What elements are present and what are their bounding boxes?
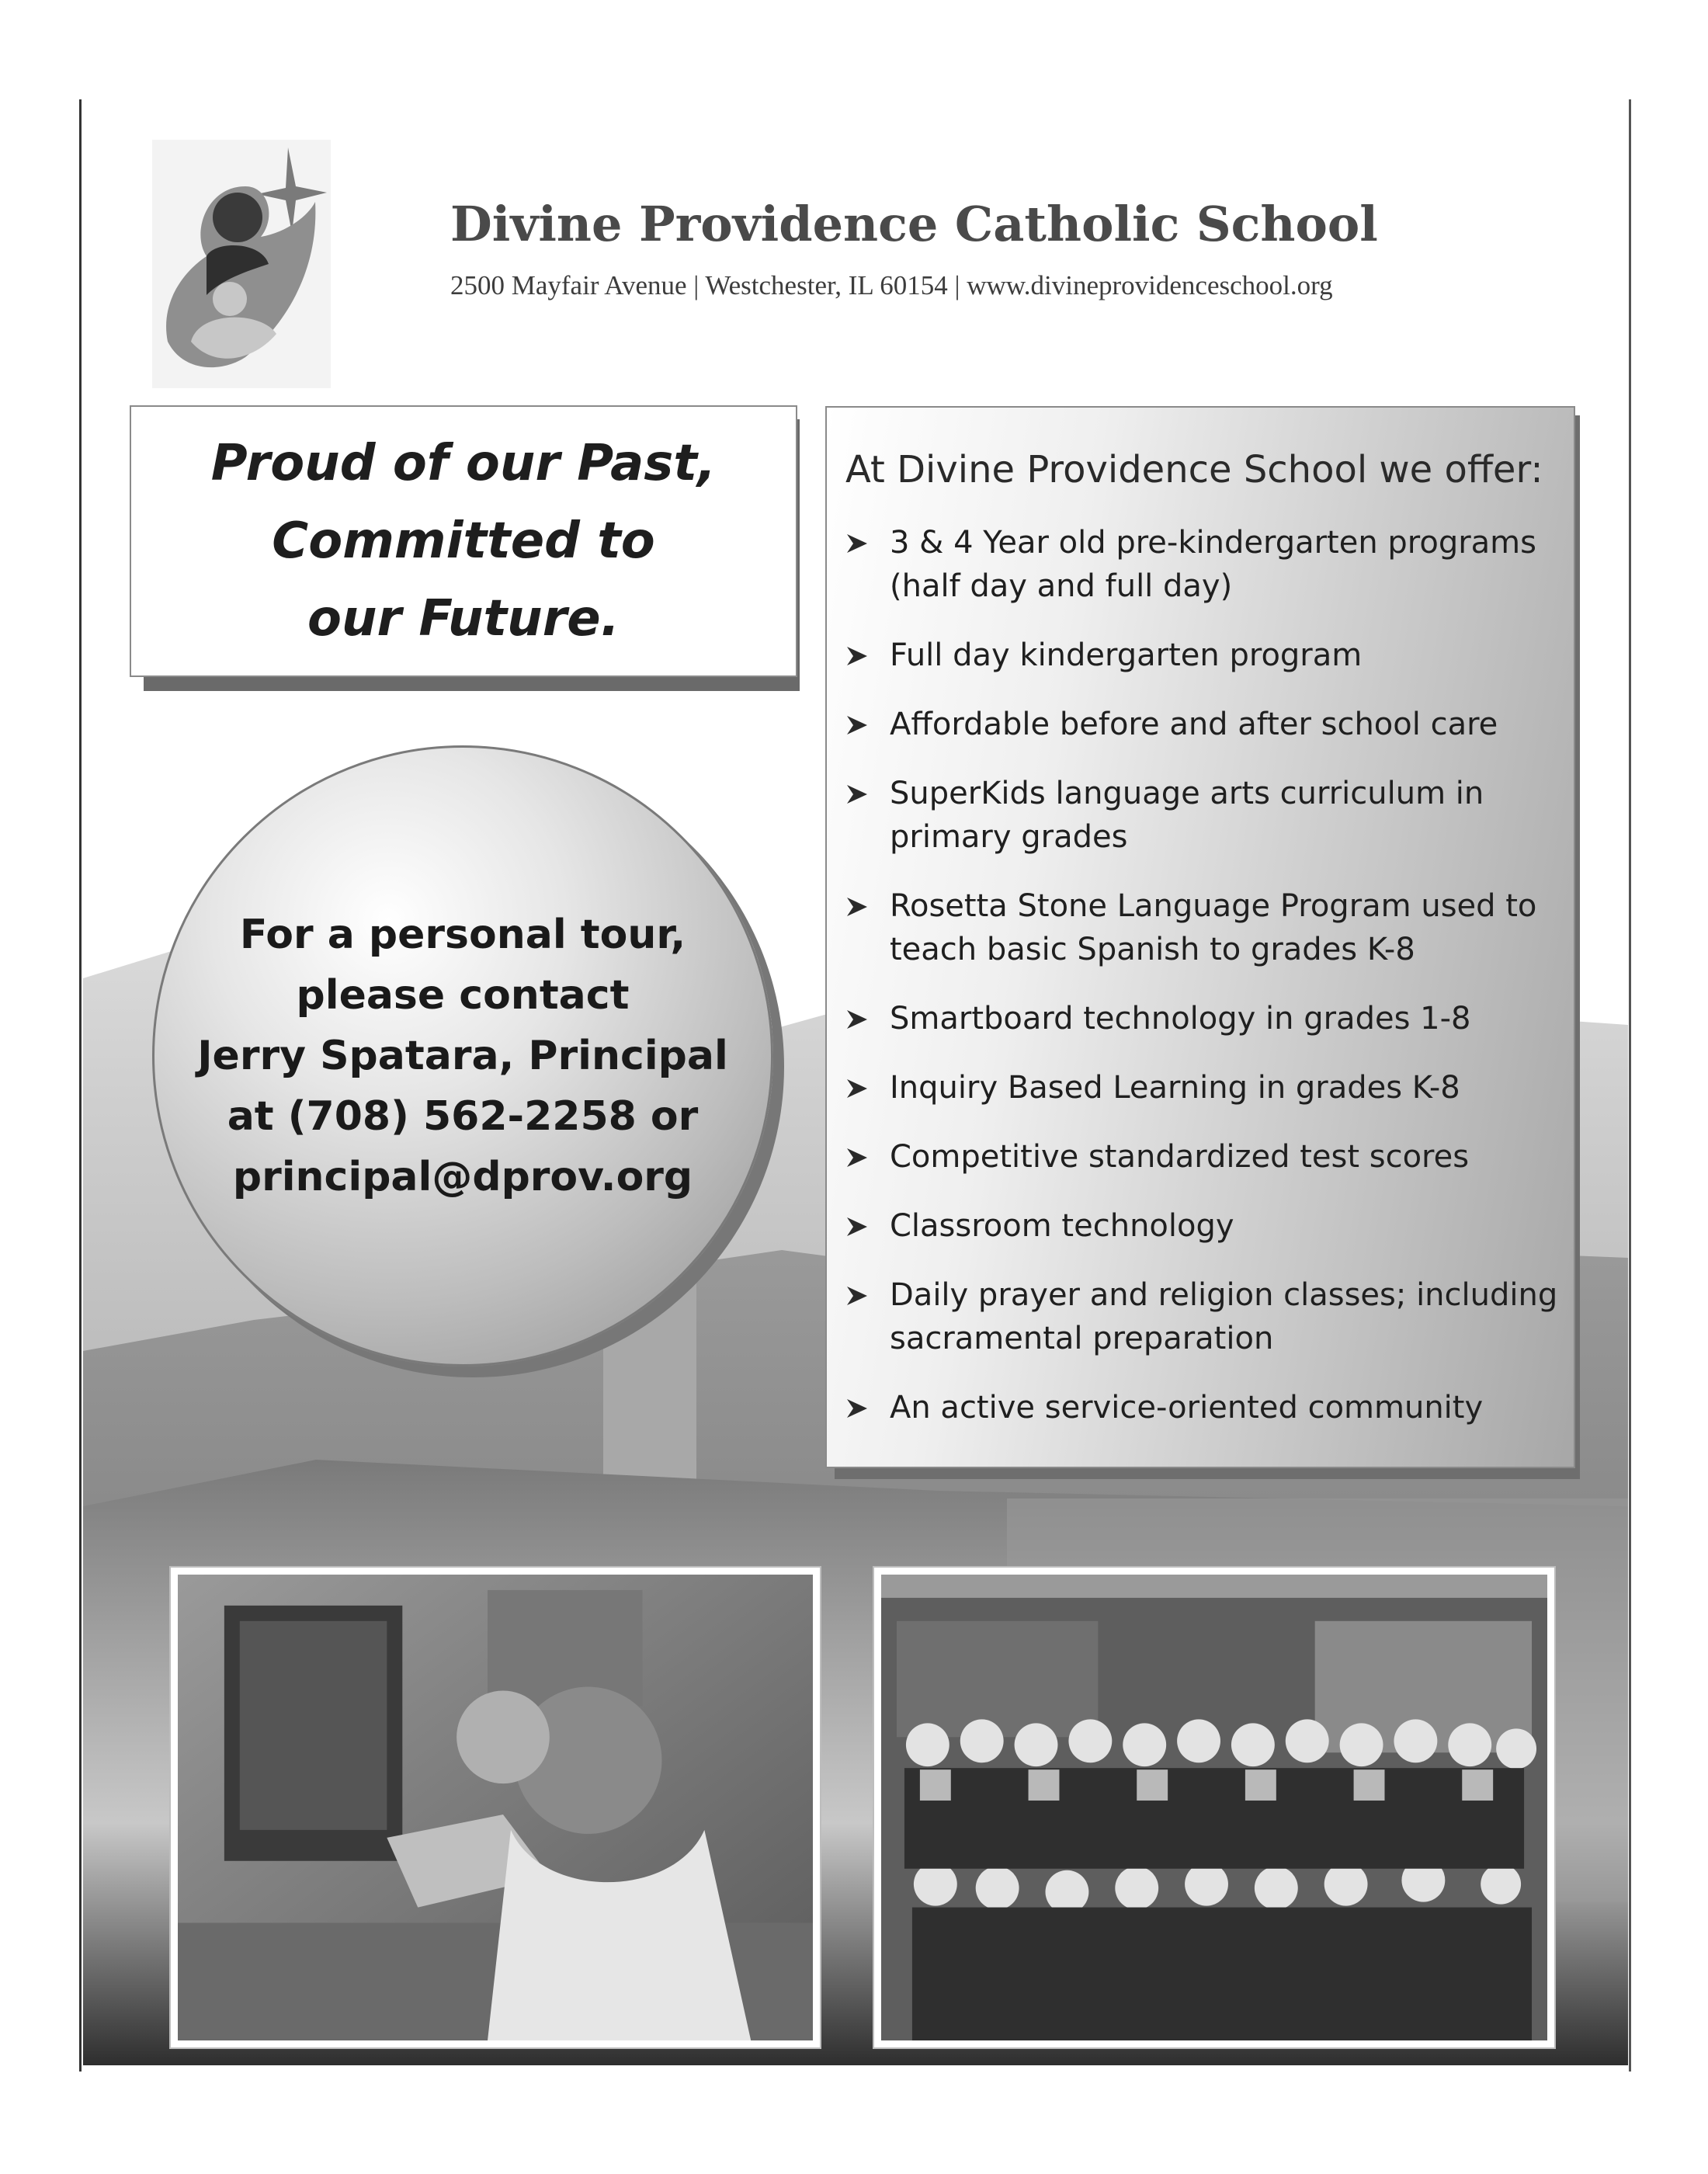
offer-item-text: sacramental preparation <box>890 1321 1274 1356</box>
offer-item-text: Full day kindergarten program <box>890 637 1363 673</box>
offer-item <box>845 703 1567 746</box>
offer-item <box>845 997 1567 1040</box>
offer-item <box>845 521 1567 608</box>
arrow-bullet-icon <box>845 1147 869 1169</box>
tagline-box <box>130 405 797 677</box>
offer-item <box>845 884 1567 971</box>
arrow-bullet-icon <box>845 1009 869 1030</box>
arrow-bullet-icon <box>845 1078 869 1099</box>
offer-item-text: 3 & 4 Year old pre-kindergarten programs <box>890 525 1536 561</box>
class-group-photo <box>873 1566 1556 2049</box>
contact-principal: Jerry Spatara, Principal <box>197 1033 728 1079</box>
offer-item-text: Rosetta Stone Language Program used to <box>890 888 1537 924</box>
right-border-line <box>1629 99 1631 2072</box>
offer-item-text: SuperKids language arts curriculum in <box>890 776 1484 811</box>
offer-item-text: An active service-oriented community <box>890 1390 1484 1426</box>
arrow-bullet-icon <box>845 783 869 805</box>
contact-circle <box>152 745 773 1367</box>
photo-placeholder-computer <box>178 1575 813 2040</box>
offer-item <box>845 1066 1567 1110</box>
offer-item <box>845 1204 1567 1248</box>
offer-item-text: Classroom technology <box>890 1208 1234 1244</box>
students-at-computer-photo <box>169 1566 821 2049</box>
contact-line: For a personal tour, <box>239 912 686 958</box>
arrow-bullet-icon <box>845 1398 869 1419</box>
contact-line: please contact <box>296 972 630 1019</box>
arrow-bullet-icon <box>845 714 869 736</box>
offer-item <box>845 772 1567 859</box>
school-name: Divine Providence Catholic School <box>450 196 1378 252</box>
offer-item-text: Inquiry Based Learning in grades K-8 <box>890 1070 1460 1106</box>
left-border-line <box>79 99 82 2072</box>
offer-box <box>825 406 1575 1468</box>
offer-item <box>845 634 1567 677</box>
school-logo <box>152 140 331 388</box>
tagline-line: our Future. <box>307 590 620 648</box>
offer-list <box>845 521 1567 1455</box>
offer-item <box>845 1273 1567 1360</box>
offer-item <box>845 1386 1567 1429</box>
contact-phone: at (708) 562-2258 or <box>227 1093 699 1140</box>
offer-item-text: teach basic Spanish to grades K-8 <box>890 932 1415 967</box>
school-address: 2500 Mayfair Avenue | Westchester, IL 60154 | www.divineprovidenceschool.org <box>450 270 1333 300</box>
offer-item-text: Affordable before and after school care <box>890 707 1498 742</box>
arrow-bullet-icon <box>845 645 869 667</box>
photo-placeholder-class <box>881 1575 1547 2040</box>
contact-email: principal@dprov.org <box>232 1154 693 1200</box>
offer-item-text: Competitive standardized test scores <box>890 1139 1470 1175</box>
offer-item <box>845 1135 1567 1179</box>
arrow-bullet-icon <box>845 1216 869 1238</box>
tagline-line: Committed to <box>272 512 655 570</box>
offer-item-text: Smartboard technology in grades 1-8 <box>890 1001 1471 1037</box>
arrow-bullet-icon <box>845 1285 869 1307</box>
offer-title: At Divine Providence School we offer: <box>845 448 1543 491</box>
arrow-bullet-icon <box>845 896 869 918</box>
offer-item-text: primary grades <box>890 819 1128 855</box>
arrow-bullet-icon <box>845 533 869 554</box>
offer-item-text: Daily prayer and religion classes; including <box>890 1277 1558 1313</box>
tagline-line: Proud of our Past, <box>210 435 717 492</box>
offer-item-text: (half day and full day) <box>890 568 1233 604</box>
